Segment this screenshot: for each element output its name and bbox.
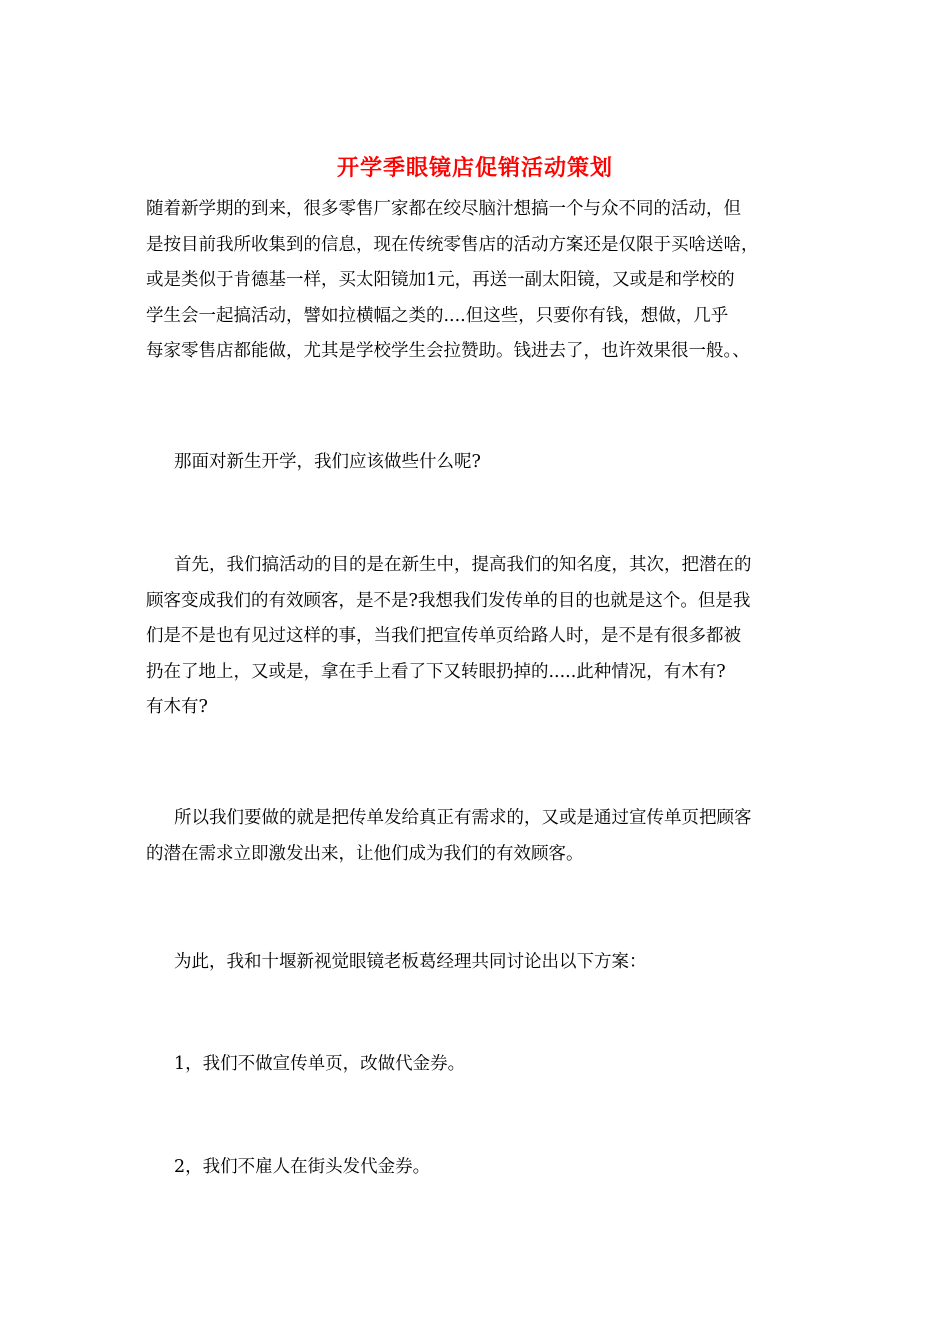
list-item-text: 1，我们不做宣传单页，改做代金券。	[174, 1054, 466, 1074]
plan-text: 为此，我和十堰新视觉眼镜老板葛经理共同讨论出以下方案：	[174, 952, 647, 972]
intro-line: 每家零售店都能做，尤其是学校学生会拉赞助。钱进去了，也许效果很一般。、	[146, 341, 750, 361]
list-item-text: 2，我们不雇人在街头发代金券。	[174, 1157, 431, 1177]
first-paragraph-line: 顾客变成我们的有效顾客，是不是?我想我们发传单的目的也就是这个。但是我	[146, 590, 751, 611]
so-paragraph-line: 所以我们要做的就是把传单发给真正有需求的，又或是通过宣传单页把顾客	[174, 808, 752, 828]
first-paragraph-line: 有木有?	[146, 697, 208, 717]
question-paragraph	[146, 445, 810, 481]
intro-line: 或是类似于肯德基一样，买太阳镜加1元，再送一副太阳镜，又或是和学校的	[146, 270, 735, 290]
question-text: 那面对新生开学，我们应该做些什么呢?	[174, 452, 481, 472]
plan-paragraph	[146, 945, 810, 981]
first-paragraph-line: 扔在了地上，又或是，拿在手上看了下又转眼扔掉的.....此种情况，有木有?	[146, 661, 726, 682]
first-paragraph	[146, 548, 810, 726]
first-paragraph-line: 首先，我们搞活动的目的是在新生中，提高我们的知名度，其次，把潜在的	[174, 555, 752, 575]
intro-line: 随着新学期的到来，很多零售厂家都在绞尽脑汁想搞一个与众不同的活动，但	[146, 199, 741, 219]
first-paragraph-line: 们是不是也有见过这样的事，当我们把宣传单页给路人时，是不是有很多都被	[146, 626, 741, 646]
list-item-1	[146, 1047, 810, 1083]
list-item-2	[146, 1150, 810, 1186]
so-paragraph-line: 的潜在需求立即激发出来，让他们成为我们的有效顾客。	[146, 843, 584, 864]
intro-line: 学生会一起搞活动，譬如拉横幅之类的....但这些，只要你有钱，想做，几乎	[146, 305, 729, 326]
so-paragraph	[146, 801, 810, 872]
document-title: 开学季眼镜店促销活动策划	[336, 155, 613, 181]
intro-line: 是按目前我所收集到的信息，现在传统零售店的活动方案还是仅限于买啥送啥，	[146, 234, 759, 255]
intro-paragraph	[146, 192, 810, 370]
